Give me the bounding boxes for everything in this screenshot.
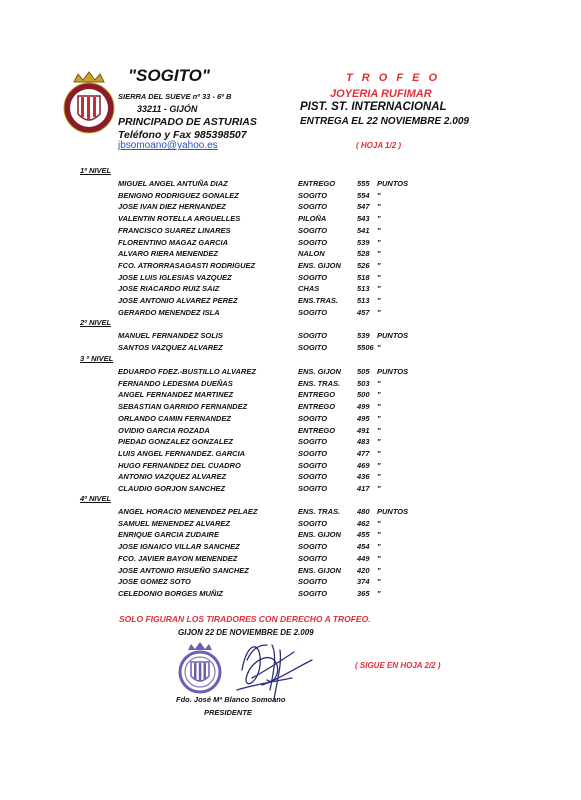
club-name-cell: SOGITO <box>298 542 328 552</box>
level-heading: 4º NIVEL <box>80 494 112 503</box>
shooter-name: SANTOS VAZQUEZ ALVAREZ <box>118 342 223 352</box>
club-name-cell: ENS. GIJON <box>298 367 341 376</box>
points-unit: " <box>377 249 381 259</box>
club-name-cell: SOGITO <box>298 272 328 282</box>
shooter-name: ALVARO RIERA MENENDEZ <box>118 249 219 259</box>
points-unit: " <box>377 553 381 563</box>
shooter-name: MANUEL FERNANDEZ SOLIS <box>118 331 223 340</box>
result-row <box>0 284 581 296</box>
shooter-name: EDUARDO FDEZ.-BUSTILLO ALVAREZ <box>118 367 256 376</box>
signatory-name: Fdo. José Mª Blanco Somoano <box>176 695 286 704</box>
club-name-cell: ENS. TRAS. <box>298 507 341 516</box>
shooter-name: ENRIQUE GARCIA ZUDAIRE <box>118 530 219 540</box>
club-name-cell: ENS.TRAS. <box>298 296 339 305</box>
result-row <box>0 331 581 343</box>
points-value: 513 <box>357 296 370 305</box>
result-row <box>0 414 581 426</box>
shooter-name: SEBASTIAN GARRIDO FERNANDEZ <box>118 402 248 412</box>
result-row <box>0 449 581 461</box>
shooter-name: JOSE LUIS IGLESIAS VAZQUEZ <box>118 272 232 282</box>
club-name-cell: CHAS <box>298 284 320 294</box>
points-value: 555 <box>357 179 370 188</box>
points-value: 528 <box>357 249 370 259</box>
shooter-name: LUIS ANGEL FERNANDEZ. GARCIA <box>118 448 246 458</box>
club-name-cell: SOGITO <box>298 460 328 470</box>
points-unit: " <box>377 260 381 270</box>
shooter-name: ANTONIO VAZQUEZ ALVAREZ <box>118 472 227 482</box>
shooter-name: SAMUEL MENENDEZ ALVAREZ <box>118 518 230 528</box>
delivery-date: ENTREGA EL 22 NOVIEMBRE 2.009 <box>300 116 469 127</box>
result-row <box>0 226 581 238</box>
points-unit: PUNTOS <box>377 367 409 376</box>
points-value: 420 <box>357 565 370 575</box>
shooter-name: OVIDIO GARCIA ROZADA <box>118 425 210 435</box>
points-value: 505 <box>357 367 370 376</box>
club-region: PRINCIPADO DE ASTURIAS <box>118 116 257 128</box>
shooter-name: FCO. ATRORRASAGASTI RODRIGUEZ <box>118 260 256 270</box>
points-unit: PUNTOS <box>377 507 409 516</box>
signatory-role: PRESIDENTE <box>204 708 252 717</box>
result-row <box>0 554 581 566</box>
points-unit: PUNTOS <box>377 179 409 188</box>
shooter-name: FERNANDO LEDESMA DUEÑAS <box>118 378 233 388</box>
points-unit: " <box>377 413 381 423</box>
points-value: 455 <box>357 530 370 540</box>
points-value: 518 <box>357 272 370 282</box>
result-row <box>0 566 581 578</box>
result-row <box>0 214 581 226</box>
club-name-cell: SOGITO <box>298 202 328 212</box>
points-value: 495 <box>357 413 370 423</box>
result-row <box>0 273 581 285</box>
result-row <box>0 542 581 554</box>
shooter-name: JOSE RIACARDO RUIZ SAIZ <box>118 284 220 294</box>
club-name-cell: SOGITO <box>298 472 328 482</box>
points-value: 491 <box>357 425 370 435</box>
points-value: 457 <box>357 307 370 317</box>
result-row <box>0 519 581 531</box>
shooter-name: JOSE GOMEZ SOTO <box>118 577 191 587</box>
result-row <box>0 390 581 402</box>
points-value: 365 <box>357 588 370 598</box>
shooter-name: JOSE IVAN DIEZ HERNANDEZ <box>118 202 226 212</box>
result-row <box>0 402 581 414</box>
club-crest-logo <box>62 68 116 138</box>
result-row <box>0 238 581 250</box>
points-value: 554 <box>357 190 370 200</box>
result-row <box>0 426 581 438</box>
points-value: 543 <box>357 214 370 224</box>
shooter-name: ANGEL HORACIO MENENDEZ PELAEZ <box>118 507 258 516</box>
level-heading: 2º NIVEL <box>80 318 112 327</box>
club-name-cell: SOGITO <box>298 342 328 352</box>
points-value: 374 <box>357 577 370 587</box>
points-value: 500 <box>357 390 370 400</box>
points-value: 449 <box>357 553 370 563</box>
result-row <box>0 530 581 542</box>
shooter-name: MIGUEL ANGEL ANTUÑA DIAZ <box>118 179 228 188</box>
points-value: 541 <box>357 225 370 235</box>
result-row <box>0 437 581 449</box>
club-name-cell: SOGITO <box>298 448 328 458</box>
points-value: 539 <box>357 331 370 340</box>
points-value: 436 <box>357 472 370 482</box>
points-unit: " <box>377 390 381 400</box>
event-name: PIST. ST. INTERNACIONAL <box>300 101 447 113</box>
points-unit: " <box>377 378 381 388</box>
result-row <box>0 577 581 589</box>
points-value: 526 <box>357 260 370 270</box>
points-unit: " <box>377 460 381 470</box>
continues-note: ( SIGUE EN HOJA 2/2 ) <box>355 661 441 670</box>
points-value: 469 <box>357 460 370 470</box>
result-row <box>0 461 581 473</box>
club-name-cell: SOGITO <box>298 413 328 423</box>
points-value: 477 <box>357 448 370 458</box>
points-value: 5506 <box>357 342 374 352</box>
club-name-cell: SOGITO <box>298 307 328 317</box>
shooter-name: GERARDO MENENDEZ ISLA <box>118 307 220 317</box>
club-name-cell: SOGITO <box>298 577 328 587</box>
club-name-cell: SOGITO <box>298 190 328 200</box>
points-unit: " <box>377 484 381 493</box>
club-email-link[interactable]: jbsomoano@yahoo.es <box>118 140 218 151</box>
result-row <box>0 249 581 261</box>
result-row <box>0 472 581 484</box>
points-value: 539 <box>357 237 370 247</box>
result-row <box>0 367 581 379</box>
shooter-name: HUGO FERNANDEZ DEL CUADRO <box>118 460 241 470</box>
club-name-cell: SOGITO <box>298 484 328 493</box>
result-row <box>0 343 581 355</box>
result-row <box>0 261 581 273</box>
points-value: 499 <box>357 402 370 412</box>
club-name-cell: ENTREGO <box>298 390 336 400</box>
club-name-cell: ENS. TRAS. <box>298 378 341 388</box>
points-unit: " <box>377 577 381 587</box>
points-unit: " <box>377 437 381 447</box>
trophy-sponsor: JOYERIA RUFIMAR <box>330 88 432 100</box>
points-unit: " <box>377 202 381 212</box>
club-name-cell: SOGITO <box>298 553 328 563</box>
trophy-note: SOLO FIGURAN LOS TIRADORES CON DERECHO A TROFEO. <box>119 614 371 624</box>
result-row <box>0 507 581 519</box>
club-name-cell: SOGITO <box>298 331 328 340</box>
points-unit: " <box>377 307 381 317</box>
points-value: 513 <box>357 284 370 294</box>
shooter-name: ANGEL FERNANDEZ MARTINEZ <box>118 390 234 400</box>
level-heading: 3 º NIVEL <box>80 354 114 363</box>
points-value: 503 <box>357 378 370 388</box>
shooter-name: CLAUDIO GORJON SANCHEZ <box>118 484 226 493</box>
result-row <box>0 296 581 308</box>
shooter-name: JOSE IGNAICO VILLAR SANCHEZ <box>118 542 240 552</box>
shooter-name: CELEDONIO BORGES MUÑIZ <box>118 588 224 598</box>
club-name-cell: ENTREGO <box>298 425 336 435</box>
place-date: GIJON 22 DE NOVIEMBRE DE 2.009 <box>178 628 314 637</box>
result-row <box>0 179 581 191</box>
shooter-name: VALENTIN ROTELLA ARGUELLES <box>118 214 241 224</box>
points-value: 547 <box>357 202 370 212</box>
points-unit: " <box>377 542 381 552</box>
points-value: 454 <box>357 542 370 552</box>
points-unit: " <box>377 190 381 200</box>
shooter-name: JOSE ANTONIO RISUEÑO SANCHEZ <box>118 565 249 575</box>
points-unit: " <box>377 472 381 482</box>
shooter-name: JOSE ANTONIO ALVAREZ PEREZ <box>118 296 238 305</box>
points-unit: PUNTOS <box>377 331 409 340</box>
club-name-cell: ENS. GIJON <box>298 530 341 540</box>
points-value: 417 <box>357 484 370 493</box>
stamp-crest-logo <box>177 640 223 696</box>
club-name-cell: NALON <box>298 249 325 259</box>
points-unit: " <box>377 225 381 235</box>
result-row <box>0 589 581 601</box>
club-city: 33211 - GIJÓN <box>137 104 198 114</box>
points-unit: " <box>377 448 381 458</box>
result-row <box>0 202 581 214</box>
points-unit: " <box>377 296 381 305</box>
shooter-name: FLORENTINO MAGAZ GARCIA <box>118 237 228 247</box>
points-unit: " <box>377 237 381 247</box>
club-name-cell: SOGITO <box>298 588 328 598</box>
points-unit: " <box>377 518 381 528</box>
shooter-name: BENIGNO RODRIGUEZ GONALEZ <box>118 190 239 200</box>
club-name-cell: PILOÑA <box>298 214 327 224</box>
club-phone: Teléfono y Fax 985398507 <box>118 129 247 141</box>
club-name-cell: SOGITO <box>298 518 328 528</box>
points-unit: " <box>377 565 381 575</box>
level-heading: 1º NIVEL <box>80 166 112 175</box>
points-value: 483 <box>357 437 370 447</box>
points-unit: " <box>377 530 381 540</box>
shooter-name: FRANCISCO SUAREZ LINARES <box>118 225 231 235</box>
page-indicator: ( HOJA 1/2 ) <box>356 141 402 150</box>
points-unit: " <box>377 272 381 282</box>
result-row <box>0 379 581 391</box>
points-value: 480 <box>357 507 370 516</box>
club-name-cell: SOGITO <box>298 237 328 247</box>
club-name-cell: SOGITO <box>298 437 328 447</box>
club-name-cell: ENTREGO <box>298 402 336 412</box>
club-name-cell: ENTREGO <box>298 179 336 188</box>
points-value: 462 <box>357 518 370 528</box>
points-unit: " <box>377 425 381 435</box>
points-unit: " <box>377 284 381 294</box>
shooter-name: ORLANDO CAMIN FERNANDEZ <box>118 413 231 423</box>
shooter-name: FCO. JAVIER BAYON MENENDEZ <box>118 553 238 563</box>
points-unit: " <box>377 342 381 352</box>
club-name-cell: ENS. GIJON <box>298 565 341 575</box>
points-unit: " <box>377 402 381 412</box>
club-name-cell: SOGITO <box>298 225 328 235</box>
points-unit: " <box>377 214 381 224</box>
club-address: SIERRA DEL SUEVE nº 33 - 6º B <box>118 92 232 101</box>
club-name: "SOGITO" <box>128 66 210 85</box>
trophy-title: T R O F E O <box>346 72 441 84</box>
points-unit: " <box>377 588 381 598</box>
result-row <box>0 191 581 203</box>
shooter-name: PIEDAD GONZALEZ GONZALEZ <box>118 437 233 447</box>
club-name-cell: ENS. GIJON <box>298 260 341 270</box>
